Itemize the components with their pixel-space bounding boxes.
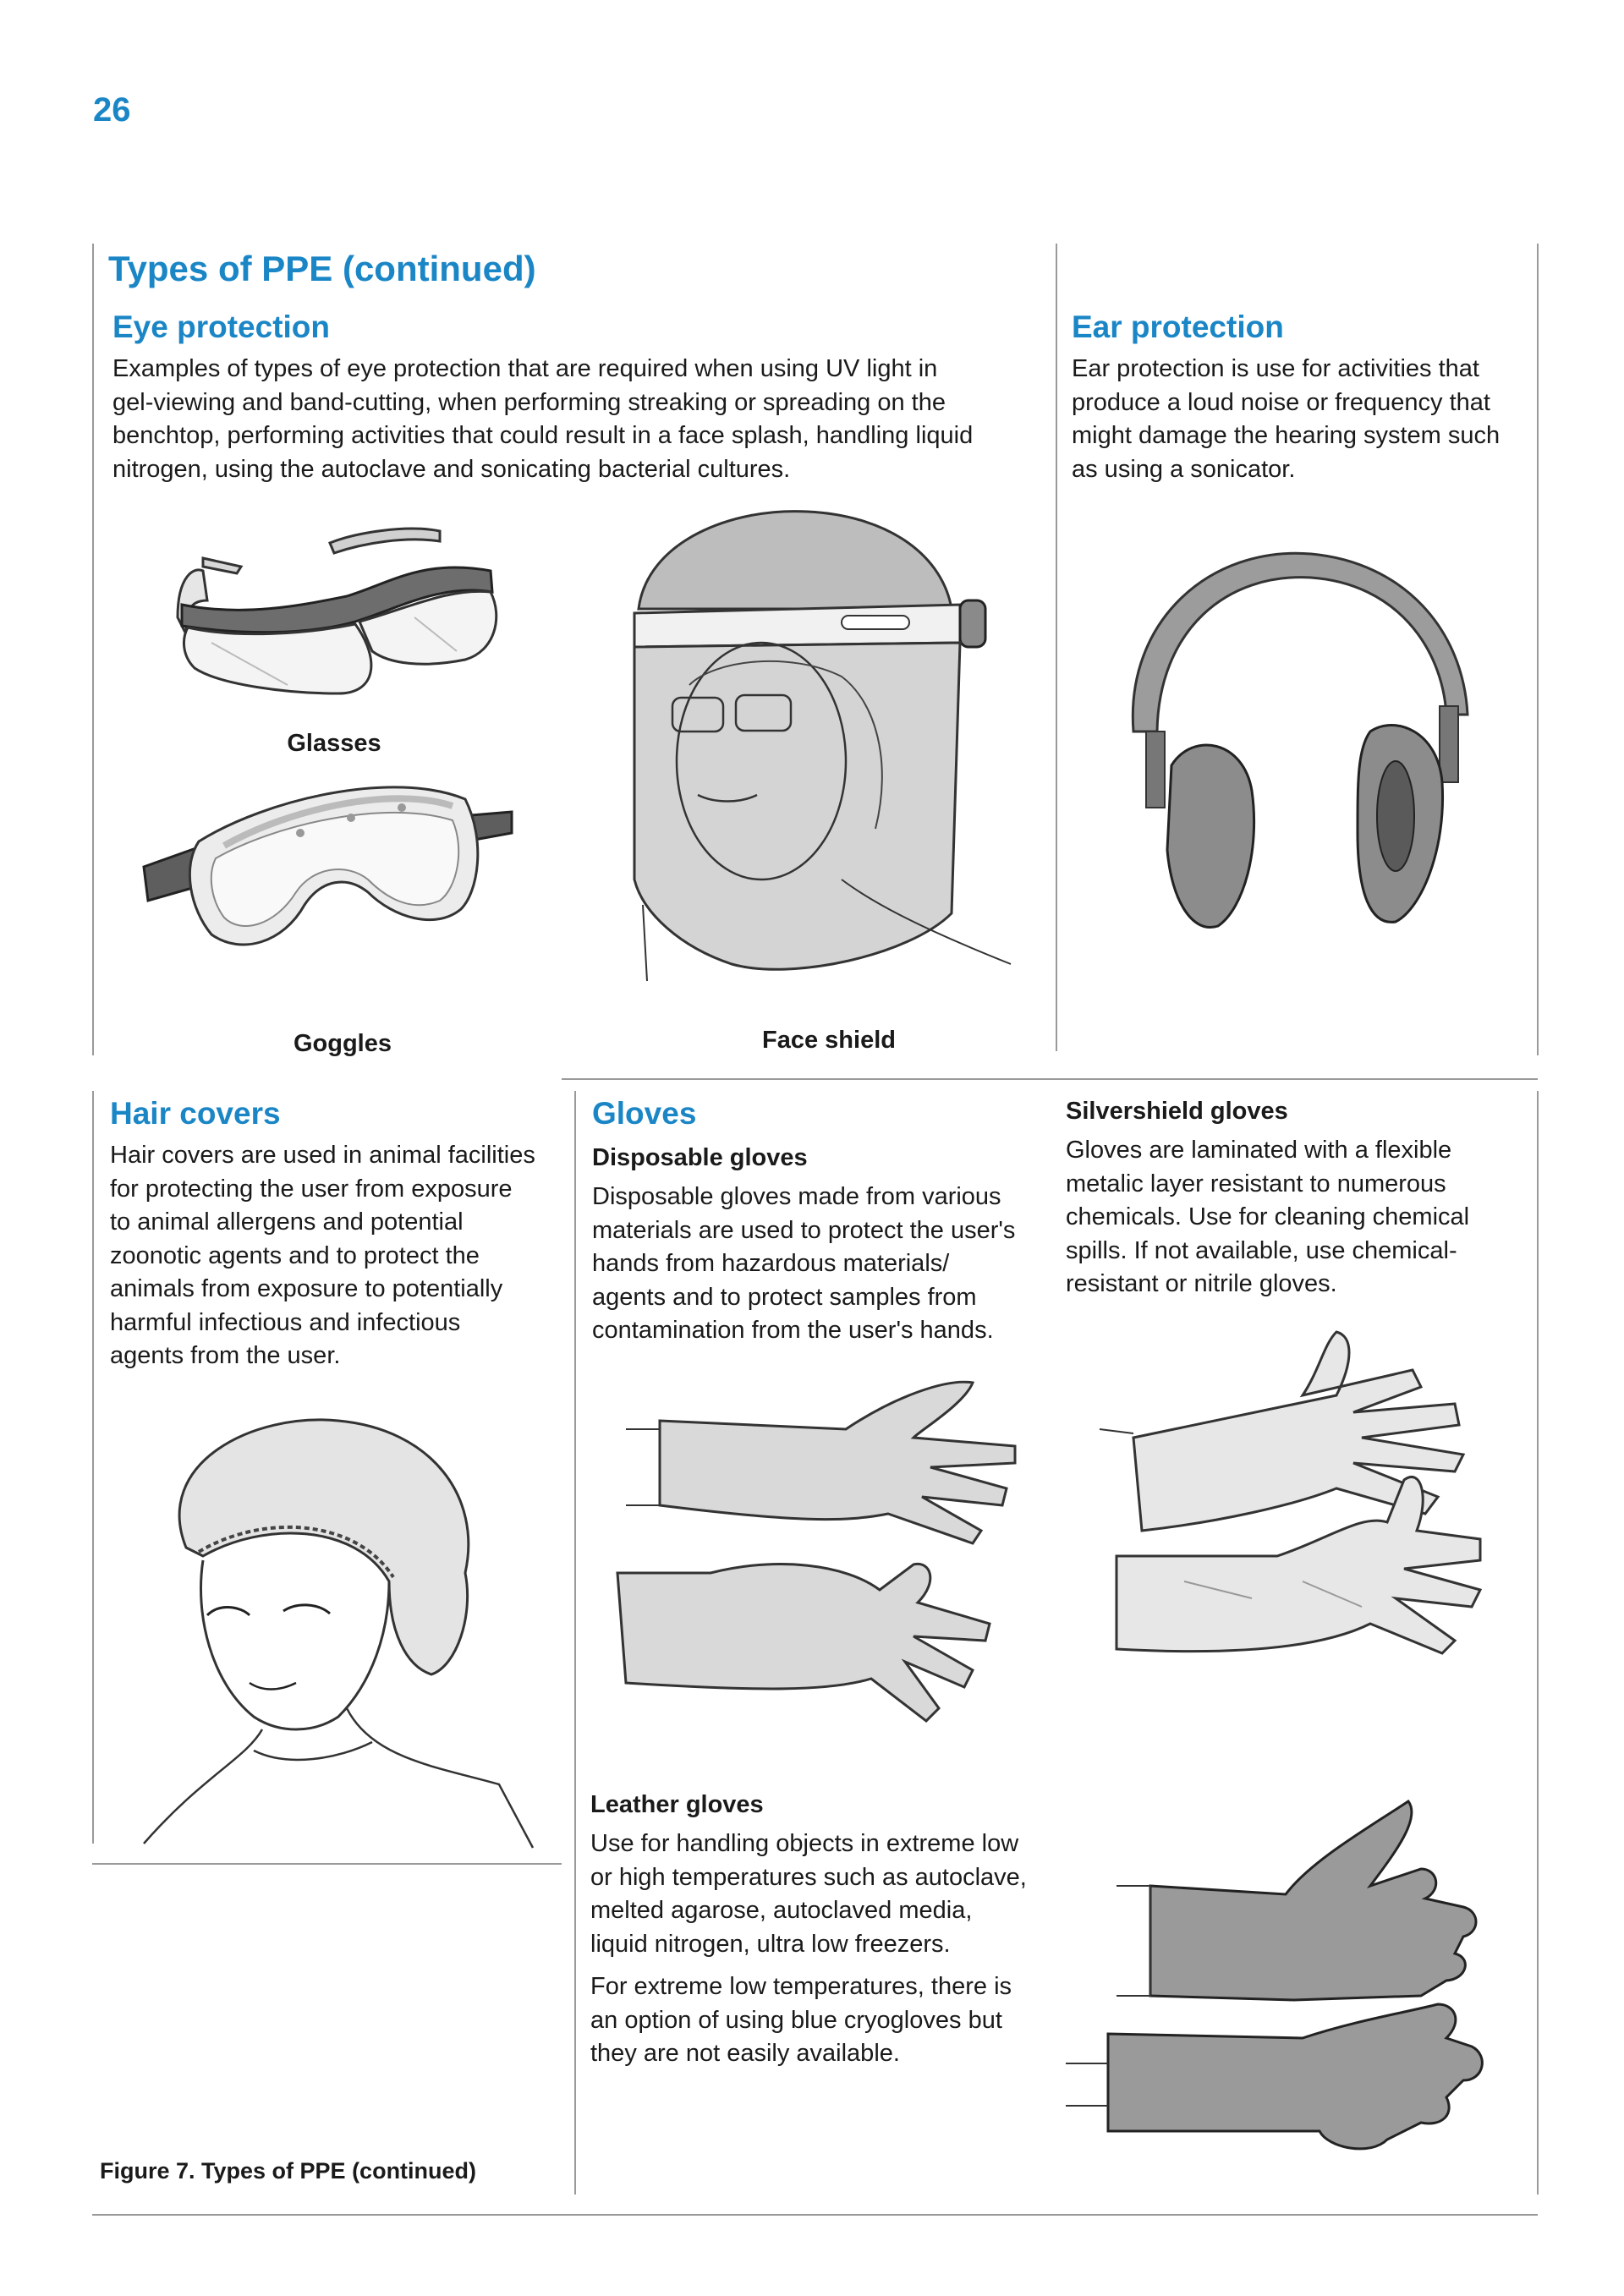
disposable-gloves-subheading: Disposable gloves <box>592 1144 808 1171</box>
text-line: liquid nitrogen, ultra low freezers. <box>590 1930 951 1958</box>
text-line: resistant or nitrile gloves. <box>1066 1270 1337 1297</box>
glasses-illustration <box>169 524 508 702</box>
silvershield-gloves-text <box>1066 1134 1535 1301</box>
goggles-caption: Goggles <box>293 1030 392 1057</box>
page-title: Types of PPE (continued) <box>108 249 536 288</box>
text-line: produce a loud noise or frequency that <box>1072 388 1490 416</box>
hair-cover-illustration <box>135 1412 541 1852</box>
divider-right-bottom <box>1537 1091 1539 2195</box>
text-line: Use for handling objects in extreme low <box>590 1830 1019 1857</box>
text-line: or high temperatures such as autoclave, <box>590 1863 1027 1891</box>
text-line: For extreme low temperatures, there is <box>590 1973 1012 2000</box>
divider-page-bottom <box>92 2214 1538 2216</box>
text-line: to animal allergens and potential <box>110 1208 464 1236</box>
text-line: materials are used to protect the user's <box>592 1216 1016 1244</box>
text-line: Ear protection is use for activities that <box>1072 355 1479 382</box>
page-number: 26 <box>93 91 131 129</box>
text-line: benchtop, performing activities that could result in a face splash, handling liquid <box>112 422 974 449</box>
text-line: for protecting the user from exposure <box>110 1175 513 1203</box>
gloves-heading: Gloves <box>592 1096 697 1131</box>
face-shield-illustration <box>622 507 1019 981</box>
text-line: contamination from the user's hands. <box>592 1317 994 1344</box>
silvershield-gloves-subheading: Silvershield gloves <box>1066 1098 1288 1125</box>
divider-right-top <box>1537 244 1539 1055</box>
leather-gloves-text <box>590 1827 1064 1961</box>
text-line: Gloves are laminated with a flexible <box>1066 1137 1452 1164</box>
ear-protection-heading: Ear protection <box>1072 310 1284 344</box>
text-line: Examples of types of eye protection that are required when using UV light in <box>112 355 938 382</box>
eye-protection-text <box>112 353 1043 486</box>
earmuffs-illustration <box>1125 537 1480 934</box>
disposable-gloves-illustration <box>592 1378 1032 1751</box>
text-line: animals from exposure to potentially <box>110 1275 503 1302</box>
text-line: an option of using blue cryogloves but <box>590 2006 1002 2034</box>
text-line: nitrogen, using the autoclave and sonicating bacterial cultures. <box>112 455 791 483</box>
leather-gloves-text-2 <box>590 1970 1064 2071</box>
ear-protection-text <box>1072 353 1533 486</box>
text-line: Hair covers are used in animal facilities <box>110 1142 535 1169</box>
eye-protection-heading: Eye protection <box>112 310 330 344</box>
leather-gloves-subheading: Leather gloves <box>590 1791 764 1818</box>
text-line: chemicals. Use for cleaning chemical <box>1066 1203 1470 1230</box>
text-line: melted agarose, autoclaved media, <box>590 1897 973 1924</box>
text-line: hands from hazardous materials/ <box>592 1250 950 1277</box>
text-line: gel-viewing and band-cutting, when performing streaking or spreading on the <box>112 388 946 416</box>
goggles-illustration <box>140 765 520 977</box>
hair-covers-heading: Hair covers <box>110 1096 281 1131</box>
divider-horizontal-top <box>562 1078 1538 1080</box>
text-line: harmful infectious and infectious <box>110 1308 461 1336</box>
leather-gloves-illustration <box>1049 1793 1522 2199</box>
divider-hair-bottom <box>92 1863 562 1865</box>
text-line: spills. If not available, use chemical- <box>1066 1236 1457 1264</box>
text-line: they are not easily available. <box>590 2040 900 2067</box>
face-shield-caption: Face shield <box>762 1027 896 1054</box>
figure-caption: Figure 7. Types of PPE (continued) <box>100 2158 477 2184</box>
text-line: zoonotic agents and to protect the <box>110 1241 480 1269</box>
text-line: as using a sonicator. <box>1072 455 1296 483</box>
divider-mid-top <box>1056 244 1057 1051</box>
text-line: agents from the user. <box>110 1342 341 1369</box>
divider-left-bottom <box>92 1091 94 1844</box>
silvershield-gloves-illustration <box>1083 1328 1522 1767</box>
hair-covers-text <box>110 1139 567 1373</box>
text-line: Disposable gloves made from various <box>592 1183 1001 1210</box>
text-line: agents and to protect samples from <box>592 1283 977 1311</box>
glasses-caption: Glasses <box>287 730 381 757</box>
text-line: metalic layer resistant to numerous <box>1066 1170 1446 1197</box>
divider-mid-bottom <box>574 1091 576 2195</box>
text-line: might damage the hearing system such <box>1072 422 1501 449</box>
disposable-gloves-text <box>592 1181 1049 1348</box>
divider-left-top <box>92 244 94 1055</box>
